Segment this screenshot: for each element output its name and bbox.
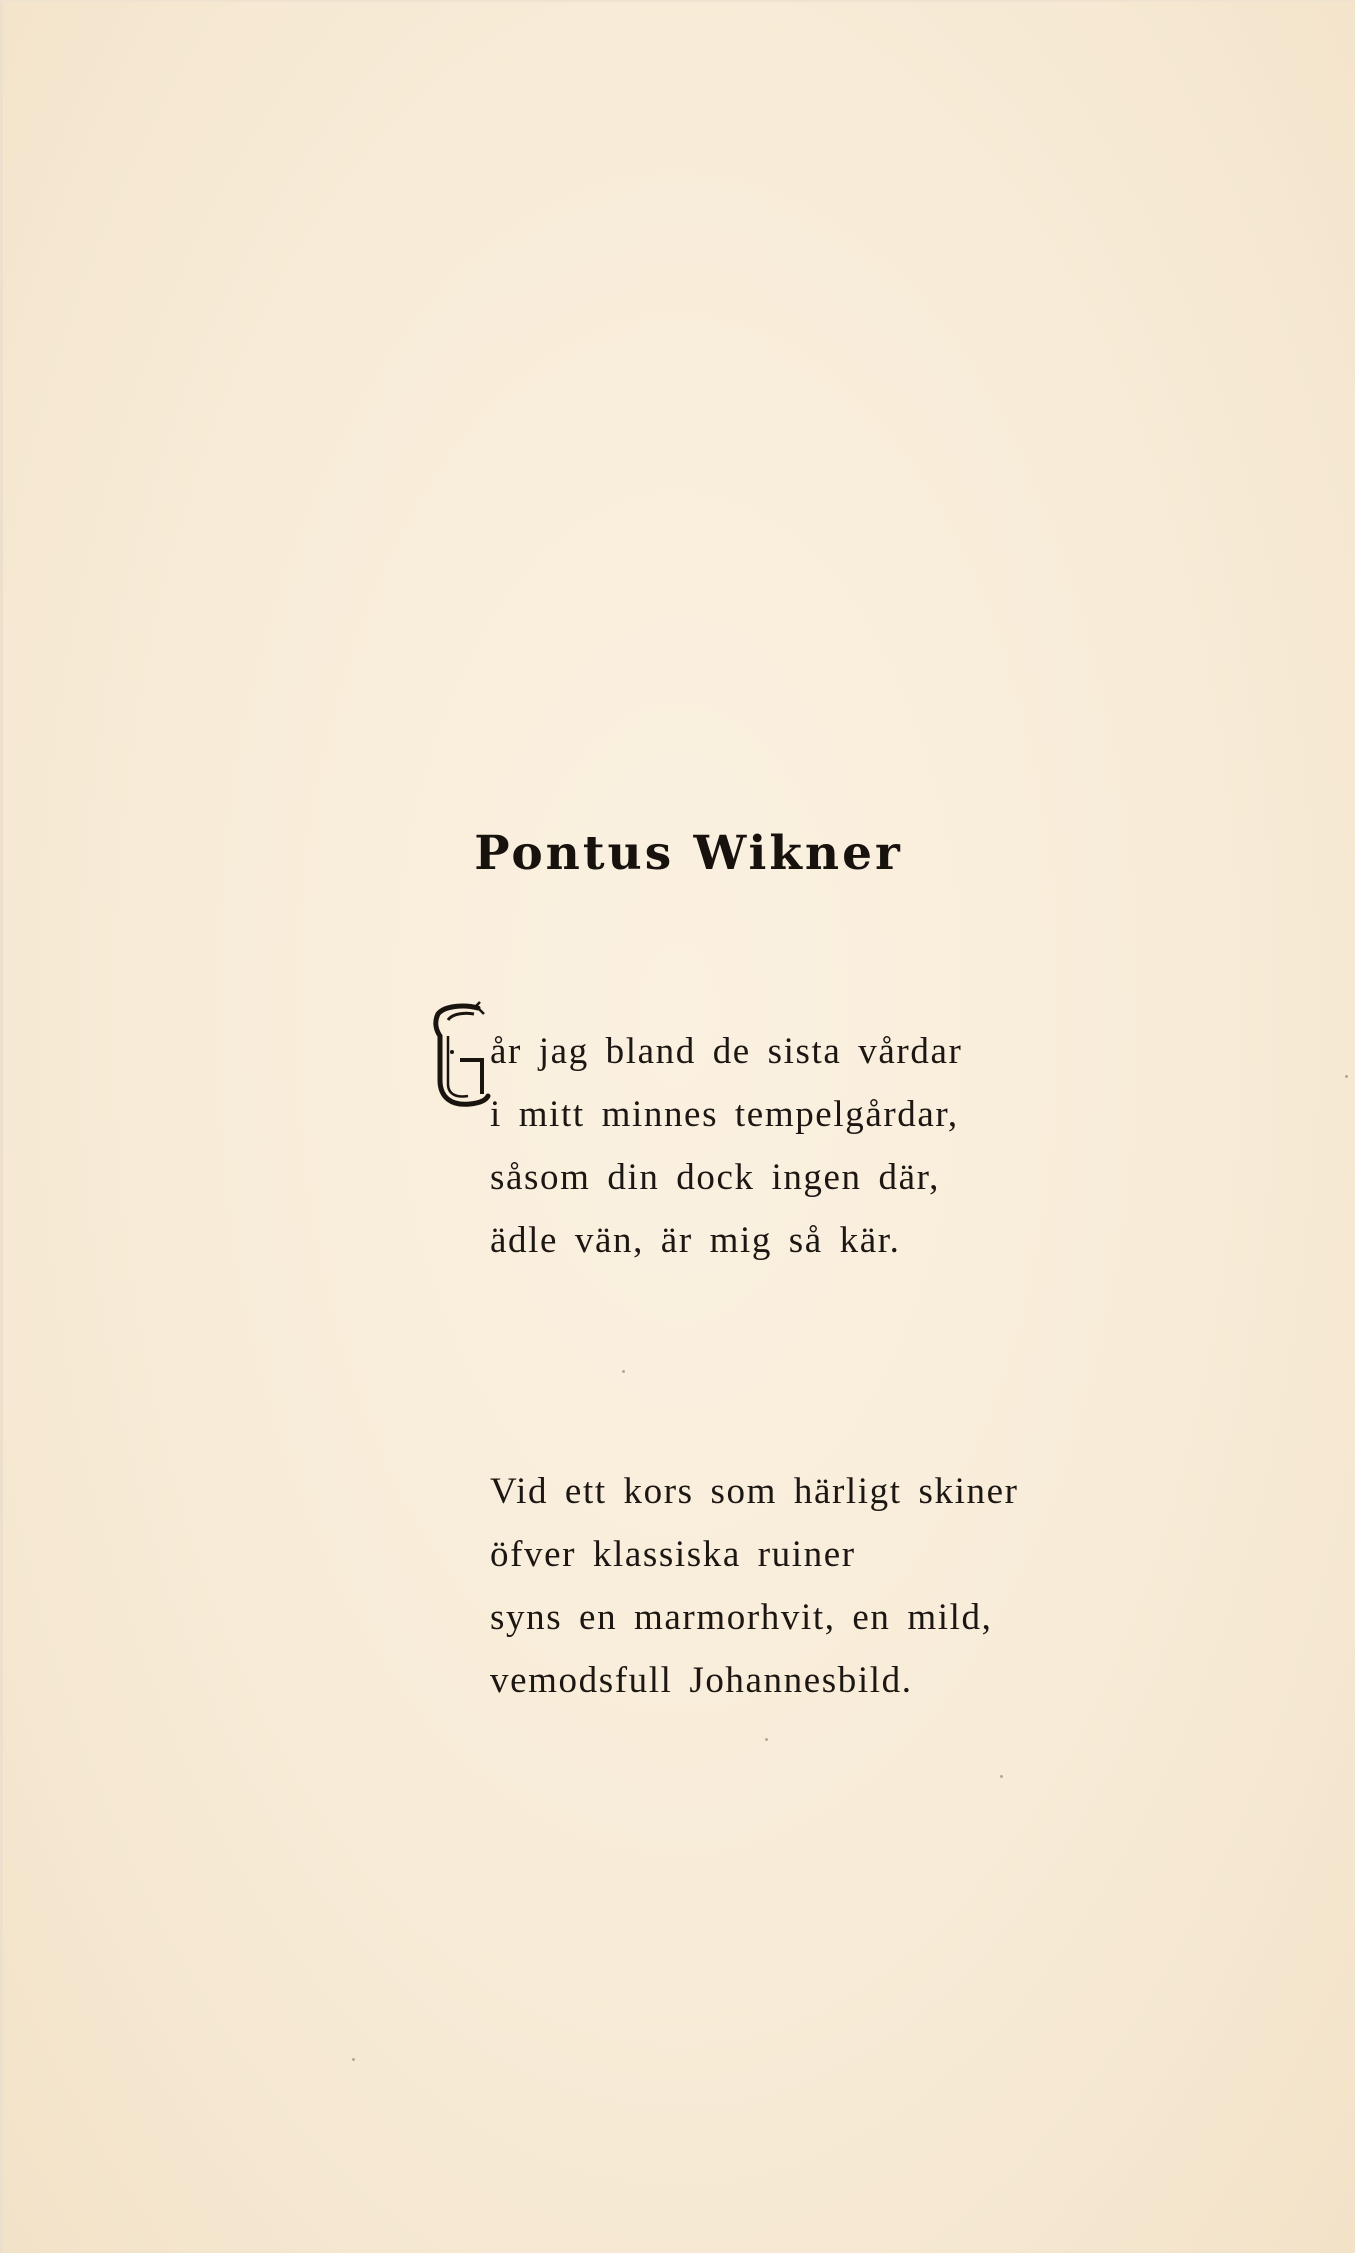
poem-title: Pontus Wikner [474, 826, 903, 881]
paper-speck [1345, 1075, 1348, 1078]
verse-line: i mitt minnes tempelgårdar, [490, 1094, 959, 1135]
stanza-1 [490, 1020, 962, 1272]
verse-line: syns en marmorhvit, en mild, [490, 1597, 993, 1638]
verse-line: öfver klassiska ruiner [490, 1534, 856, 1575]
verse-line: såsom din dock ingen där, [490, 1157, 940, 1198]
verse-line: Vid ett kors som härligt skiner [490, 1471, 1019, 1512]
verse-line: vemodsfull Johannesbild. [490, 1660, 913, 1701]
verse-line: år jag bland de sista vårdar [490, 1031, 963, 1072]
paper-speck [1000, 1775, 1003, 1778]
drop-cap-letter [430, 1000, 492, 1112]
paper-speck [765, 1738, 768, 1741]
stanza-2 [490, 1460, 1019, 1712]
verse-line: ädle vän, är mig så kär. [490, 1220, 901, 1261]
paper-speck [622, 1370, 625, 1373]
ornamental-drop-cap [430, 1000, 492, 1112]
paper-speck [352, 2058, 355, 2061]
